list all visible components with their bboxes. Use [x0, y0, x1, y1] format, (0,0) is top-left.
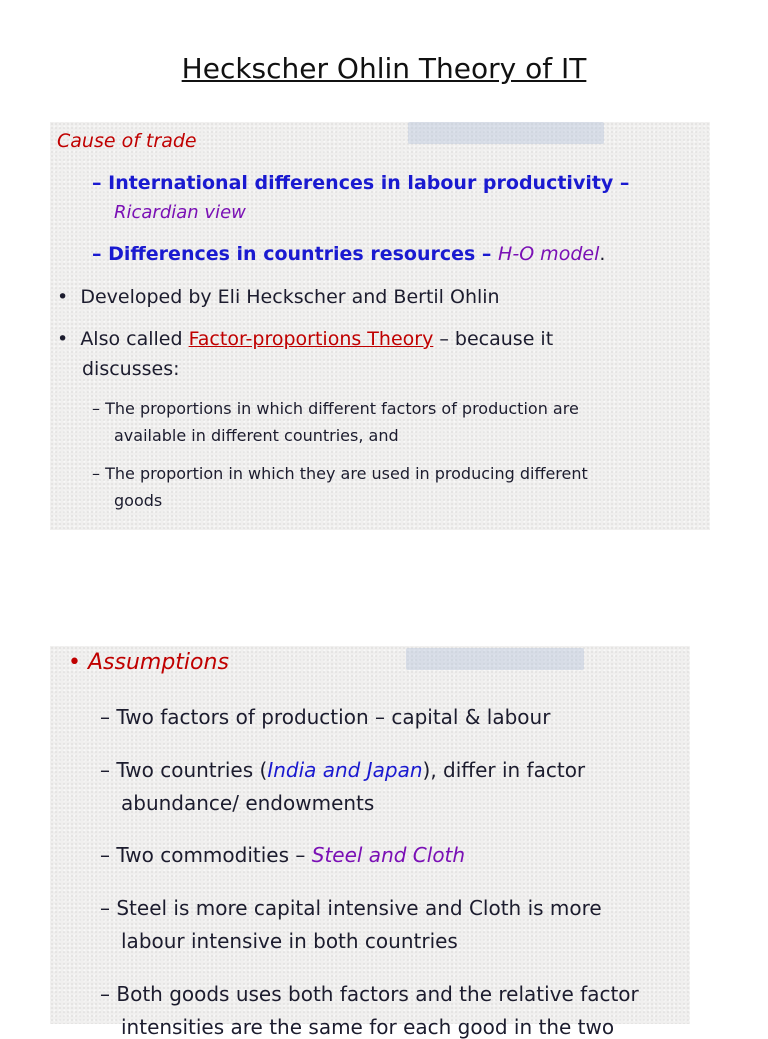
- assumption-text: Two commodities –: [116, 843, 312, 867]
- assumption-item: [100, 982, 639, 1006]
- sub-item-proportions: [92, 399, 579, 418]
- factor-proportions-link[interactable]: Factor-proportions Theory: [188, 328, 434, 350]
- assumption-item: [100, 758, 585, 782]
- sub-item-text: The proportion in which they are used in producing different: [105, 464, 588, 483]
- bullet-text-end: – because it: [433, 328, 554, 350]
- slide-assumptions: [50, 646, 690, 1039]
- page-title: Heckscher Ohlin Theory of IT: [181, 52, 587, 85]
- assumptions-heading: [68, 650, 229, 675]
- india-japan-text: India and Japan: [267, 758, 423, 782]
- sub-item-proportion-used: [92, 464, 588, 483]
- slide-cause-of-trade: [50, 122, 710, 530]
- bullet-text: Developed by Eli Heckscher and Bertil Ohlin: [80, 286, 500, 308]
- assumption-text: Two factors of production – capital & labour: [116, 705, 551, 729]
- steel-cloth-text: Steel and Cloth: [311, 843, 466, 867]
- dash-marker: –: [100, 896, 110, 920]
- assumption-item: [100, 896, 602, 920]
- heading-text: Assumptions: [87, 650, 229, 675]
- faint-watermark-tag: [406, 648, 584, 670]
- sub-item-text: The proportions in which different factors of production are: [105, 399, 579, 418]
- period-text: .: [599, 243, 606, 265]
- sub-item-text: Differences in countries resources –: [108, 243, 499, 265]
- sub-item-text-cont: goods: [114, 491, 163, 510]
- discusses-text: discusses:: [82, 358, 180, 380]
- dash-marker: –: [92, 399, 100, 418]
- assumption-item: [100, 705, 550, 729]
- dash-marker: –: [100, 982, 110, 1006]
- dash-marker: –: [92, 172, 102, 194]
- dash-marker: –: [92, 243, 102, 265]
- assumption-text-cont: labour intensive in both countries: [121, 929, 458, 953]
- assumption-text-cont: intensities are the same for each good in the two: [121, 1015, 615, 1039]
- assumption-text: Both goods uses both factors and the relative factor: [116, 982, 639, 1006]
- sub-item-text-cont: available in different countries, and: [114, 426, 399, 445]
- bullet-also-called: [57, 328, 553, 350]
- bullet-text: Also called: [80, 328, 189, 350]
- ho-model-text: H-O model: [498, 243, 600, 265]
- assumption-item: [100, 843, 465, 867]
- bullet-developed-by: [57, 286, 500, 308]
- sub-item-resources: [92, 243, 605, 265]
- assumption-text-cont: abundance/ endowments: [121, 791, 375, 815]
- dash-marker: –: [100, 705, 110, 729]
- dash-marker: –: [100, 843, 110, 867]
- assumption-text: Steel is more capital intensive and Cloth is more: [116, 896, 602, 920]
- dash-marker: –: [92, 464, 100, 483]
- bullet-marker: •: [57, 328, 69, 350]
- bullet-marker: •: [57, 286, 69, 308]
- cause-of-trade-heading: Cause of trade: [57, 130, 197, 152]
- bullet-marker: •: [68, 650, 81, 675]
- assumption-text: Two countries (: [116, 758, 268, 782]
- sub-item-labour-productivity: [92, 172, 629, 194]
- ricardian-view-text: Ricardian view: [114, 202, 246, 223]
- assumption-text-end: ), differ in factor: [422, 758, 586, 782]
- sub-item-text: International differences in labour productivity –: [108, 172, 630, 194]
- dash-marker: –: [100, 758, 110, 782]
- faint-watermark-tag: [408, 122, 604, 144]
